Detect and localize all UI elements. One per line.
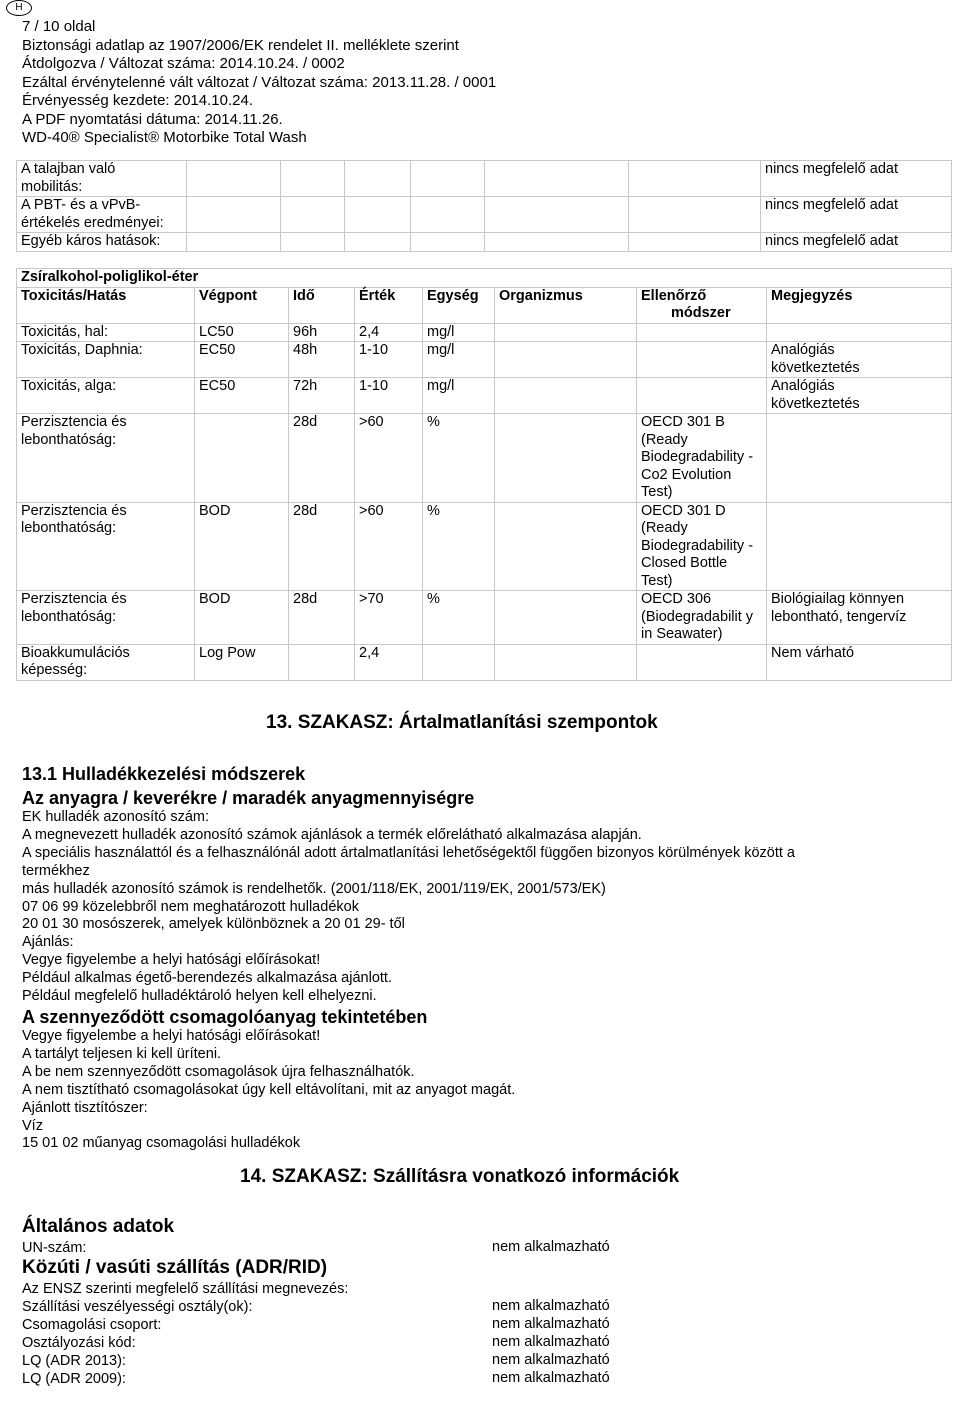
print-date-line: A PDF nyomtatási dátuma: 2014.11.26.	[22, 110, 283, 128]
lq-2009-value: nem alkalmazható	[492, 1370, 610, 1386]
un-number-value: nem alkalmazható	[492, 1239, 610, 1255]
subsection-material-title: Az anyagra / keverékre / maradék anyagmennyiségre	[22, 788, 475, 808]
table-row-label: Egyéb káros hatások:	[17, 233, 187, 252]
column-header: Megjegyzés	[767, 287, 952, 323]
table-row-label: A PBT- és a vPvB- értékelés eredményei:	[17, 197, 187, 233]
table-row: Toxicitás, alga: EC50 72h 1-10 mg/l Analógiás következtetés	[17, 378, 952, 414]
un-shipping-name-label: Az ENSZ szerinti megfelelő szállítási megnevezés:	[22, 1281, 349, 1297]
classification-code-value: nem alkalmazható	[492, 1334, 610, 1350]
table-row: Toxicitás, hal: LC50 96h 2,4 mg/l	[17, 323, 952, 342]
table-cell-value: nincs megfelelő adat	[761, 197, 952, 233]
packing-group-value: nem alkalmazható	[492, 1316, 610, 1332]
table-row: Bioakkumulációs képesség: Log Pow 2,4 Nem várható	[17, 644, 952, 680]
column-header: Idő	[289, 287, 355, 323]
page-number: 7 / 10 oldal	[22, 18, 96, 35]
packing-group-label: Csomagolási csoport:	[22, 1317, 162, 1333]
brand-logo: H	[6, 0, 32, 16]
column-header: Toxicitás/Hatás	[17, 287, 195, 323]
table-row: Perzisztencia és lebonthatóság: BOD 28d >70 % OECD 306 (Biodegradabilit y in Seawater) Biológiailag könnyen lebontható, tengervíz	[17, 591, 952, 645]
subsection-13-1-title: 13.1 Hulladékkezelési módszerek	[22, 764, 306, 784]
section-13-title: 13. SZAKASZ: Ártalmatlanítási szempontok	[266, 712, 658, 733]
column-header: Organizmus	[495, 287, 637, 323]
validity-line: Érvényesség kezdete: 2014.10.24.	[22, 92, 253, 109]
revision-line: Átdolgozva / Változat száma: 2014.10.24. / 0002	[22, 55, 345, 72]
table-row: Perzisztencia és lebonthatóság: BOD 28d >60 % OECD 301 D (Ready Biodegradability - Closed Bottle Test)	[17, 502, 952, 591]
column-header: Egység	[423, 287, 495, 323]
waste-text-block: EK hulladék azonosító szám: A megnevezett hulladék azonosító számok ajánlások a termék előrelátható alkalmazása alapján. A speciális használattól és a felhasználónál adott ártalmatlanítási lehetőségektől függően bizonyos körülmények között a termékhez más hulladék azonosító számok is rendelhetők. (2001/118/EK, 2001/119/EK, 2001/573/EK) 07 06 99 közelebbről nem meghatározott hulladékok 20 01 30 mosószerek, amelyek különböznek a 20 01 29- től Ajánlás: Vegye figyelembe a helyi hatósági előírásokat! Például alkalmas égető-berendezés alkalmazása ajánlott. Például megfelelő hulladéktároló helyen kell elhelyezni.	[22, 809, 795, 1005]
lq-2013-value: nem alkalmazható	[492, 1352, 610, 1368]
product-name: WD-40® Specialist® Motorbike Total Wash	[22, 129, 307, 146]
document-header	[22, 18, 496, 148]
classification-code-label: Osztályozási kód:	[22, 1335, 136, 1351]
mobility-table	[16, 160, 952, 252]
column-header: Érték	[355, 287, 423, 323]
column-header: Ellenőrző módszer	[637, 287, 767, 323]
general-data-heading: Általános adatok	[22, 1216, 175, 1237]
table-header-row	[17, 287, 952, 323]
hazard-class-label: Szállítási veszélyességi osztály(ok):	[22, 1299, 253, 1315]
lq-2013-label: LQ (ADR 2013):	[22, 1353, 126, 1369]
toxicity-table	[16, 268, 952, 681]
hazard-class-value: nem alkalmazható	[492, 1298, 610, 1314]
un-number-label: UN-szám:	[22, 1240, 87, 1256]
packaging-heading: A szennyeződött csomagolóanyag tekintetében	[22, 1007, 428, 1027]
column-header: Végpont	[195, 287, 289, 323]
regulation-line: Biztonsági adatlap az 1907/2006/EK rendelet II. melléklete szerint	[22, 36, 459, 54]
substance-name: Zsíralkohol-poliglikol-éter	[17, 269, 952, 288]
table-row: Perzisztencia és lebonthatóság: 28d >60 % OECD 301 B (Ready Biodegradability - Co2 Evolution Test)	[17, 414, 952, 503]
table-row-label: A talajban való mobilitás:	[17, 161, 187, 197]
table-row: Toxicitás, Daphnia: EC50 48h 1-10 mg/l Analógiás következtetés	[17, 342, 952, 378]
table-cell-value: nincs megfelelő adat	[761, 161, 952, 197]
table-cell-value: nincs megfelelő adat	[761, 233, 952, 252]
road-transport-heading: Közúti / vasúti szállítás (ADR/RID)	[22, 1257, 328, 1278]
lq-2009-label: LQ (ADR 2009):	[22, 1371, 126, 1387]
packaging-text-block: Vegye figyelembe a helyi hatósági előírásokat! A tartályt teljesen ki kell üríteni. A be nem szennyeződött csomagolások újra felhasználhatók. A nem tisztítható csomagolásokat úgy kell eltávolítani, mit az anyagot magát. Ajánlott tisztítószer: Víz 15 01 02 műanyag csomagolási hulladékok	[22, 1028, 516, 1152]
section-14-title: 14. SZAKASZ: Szállításra vonatkozó információk	[240, 1166, 680, 1187]
superseded-line: Ezáltal érvénytelenné vált változat / Változat száma: 2013.11.28. / 0001	[22, 73, 497, 91]
